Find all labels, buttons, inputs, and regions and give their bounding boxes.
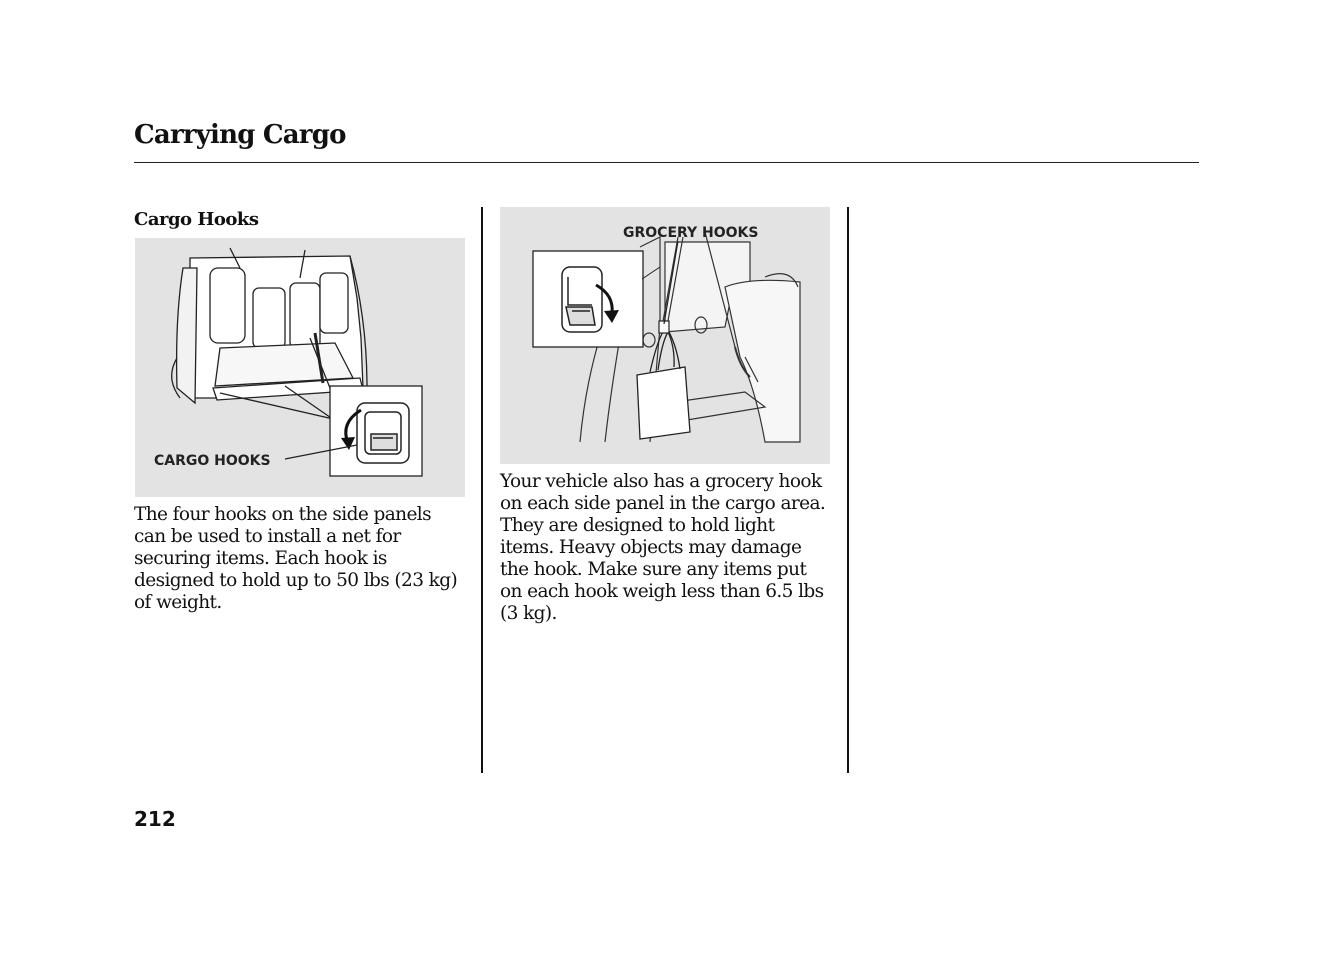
paragraph-line: the hook. Make sure any items put [500, 559, 807, 580]
paragraph-line: (3 kg). [500, 603, 557, 624]
paragraph-line: of weight. [134, 592, 222, 613]
grocery-hooks-label: GROCERY HOOKS [623, 225, 759, 241]
cargo-hooks-label: CARGO HOOKS [154, 453, 271, 469]
paragraph-line: The four hooks on the side panels [134, 504, 432, 525]
paragraph-line: securing items. Each hook is [134, 548, 387, 569]
grocery-hooks-figure [500, 207, 830, 464]
cargo-hooks-paragraph [134, 504, 469, 614]
paragraph-line: can be used to install a net for [134, 526, 401, 547]
section-heading-cargo-hooks: Cargo Hooks [134, 209, 259, 230]
column-divider [481, 207, 483, 773]
grocery-hook-illustration [500, 207, 830, 464]
paragraph-line: on each hook weigh less than 6.5 lbs [500, 581, 824, 602]
paragraph-line: items. Heavy objects may damage [500, 537, 802, 558]
page-number: 212 [134, 807, 176, 831]
column-divider [847, 207, 849, 773]
title-rule [134, 162, 1199, 163]
grocery-hooks-paragraph [500, 471, 836, 625]
paragraph-line: on each side panel in the cargo area. [500, 493, 826, 514]
paragraph-line: Your vehicle also has a grocery hook [500, 471, 822, 492]
paragraph-line: They are designed to hold light [500, 515, 775, 536]
cargo-hooks-figure [135, 238, 465, 497]
paragraph-line: designed to hold up to 50 lbs (23 kg) [134, 570, 458, 591]
page-title: Carrying Cargo [134, 120, 346, 150]
